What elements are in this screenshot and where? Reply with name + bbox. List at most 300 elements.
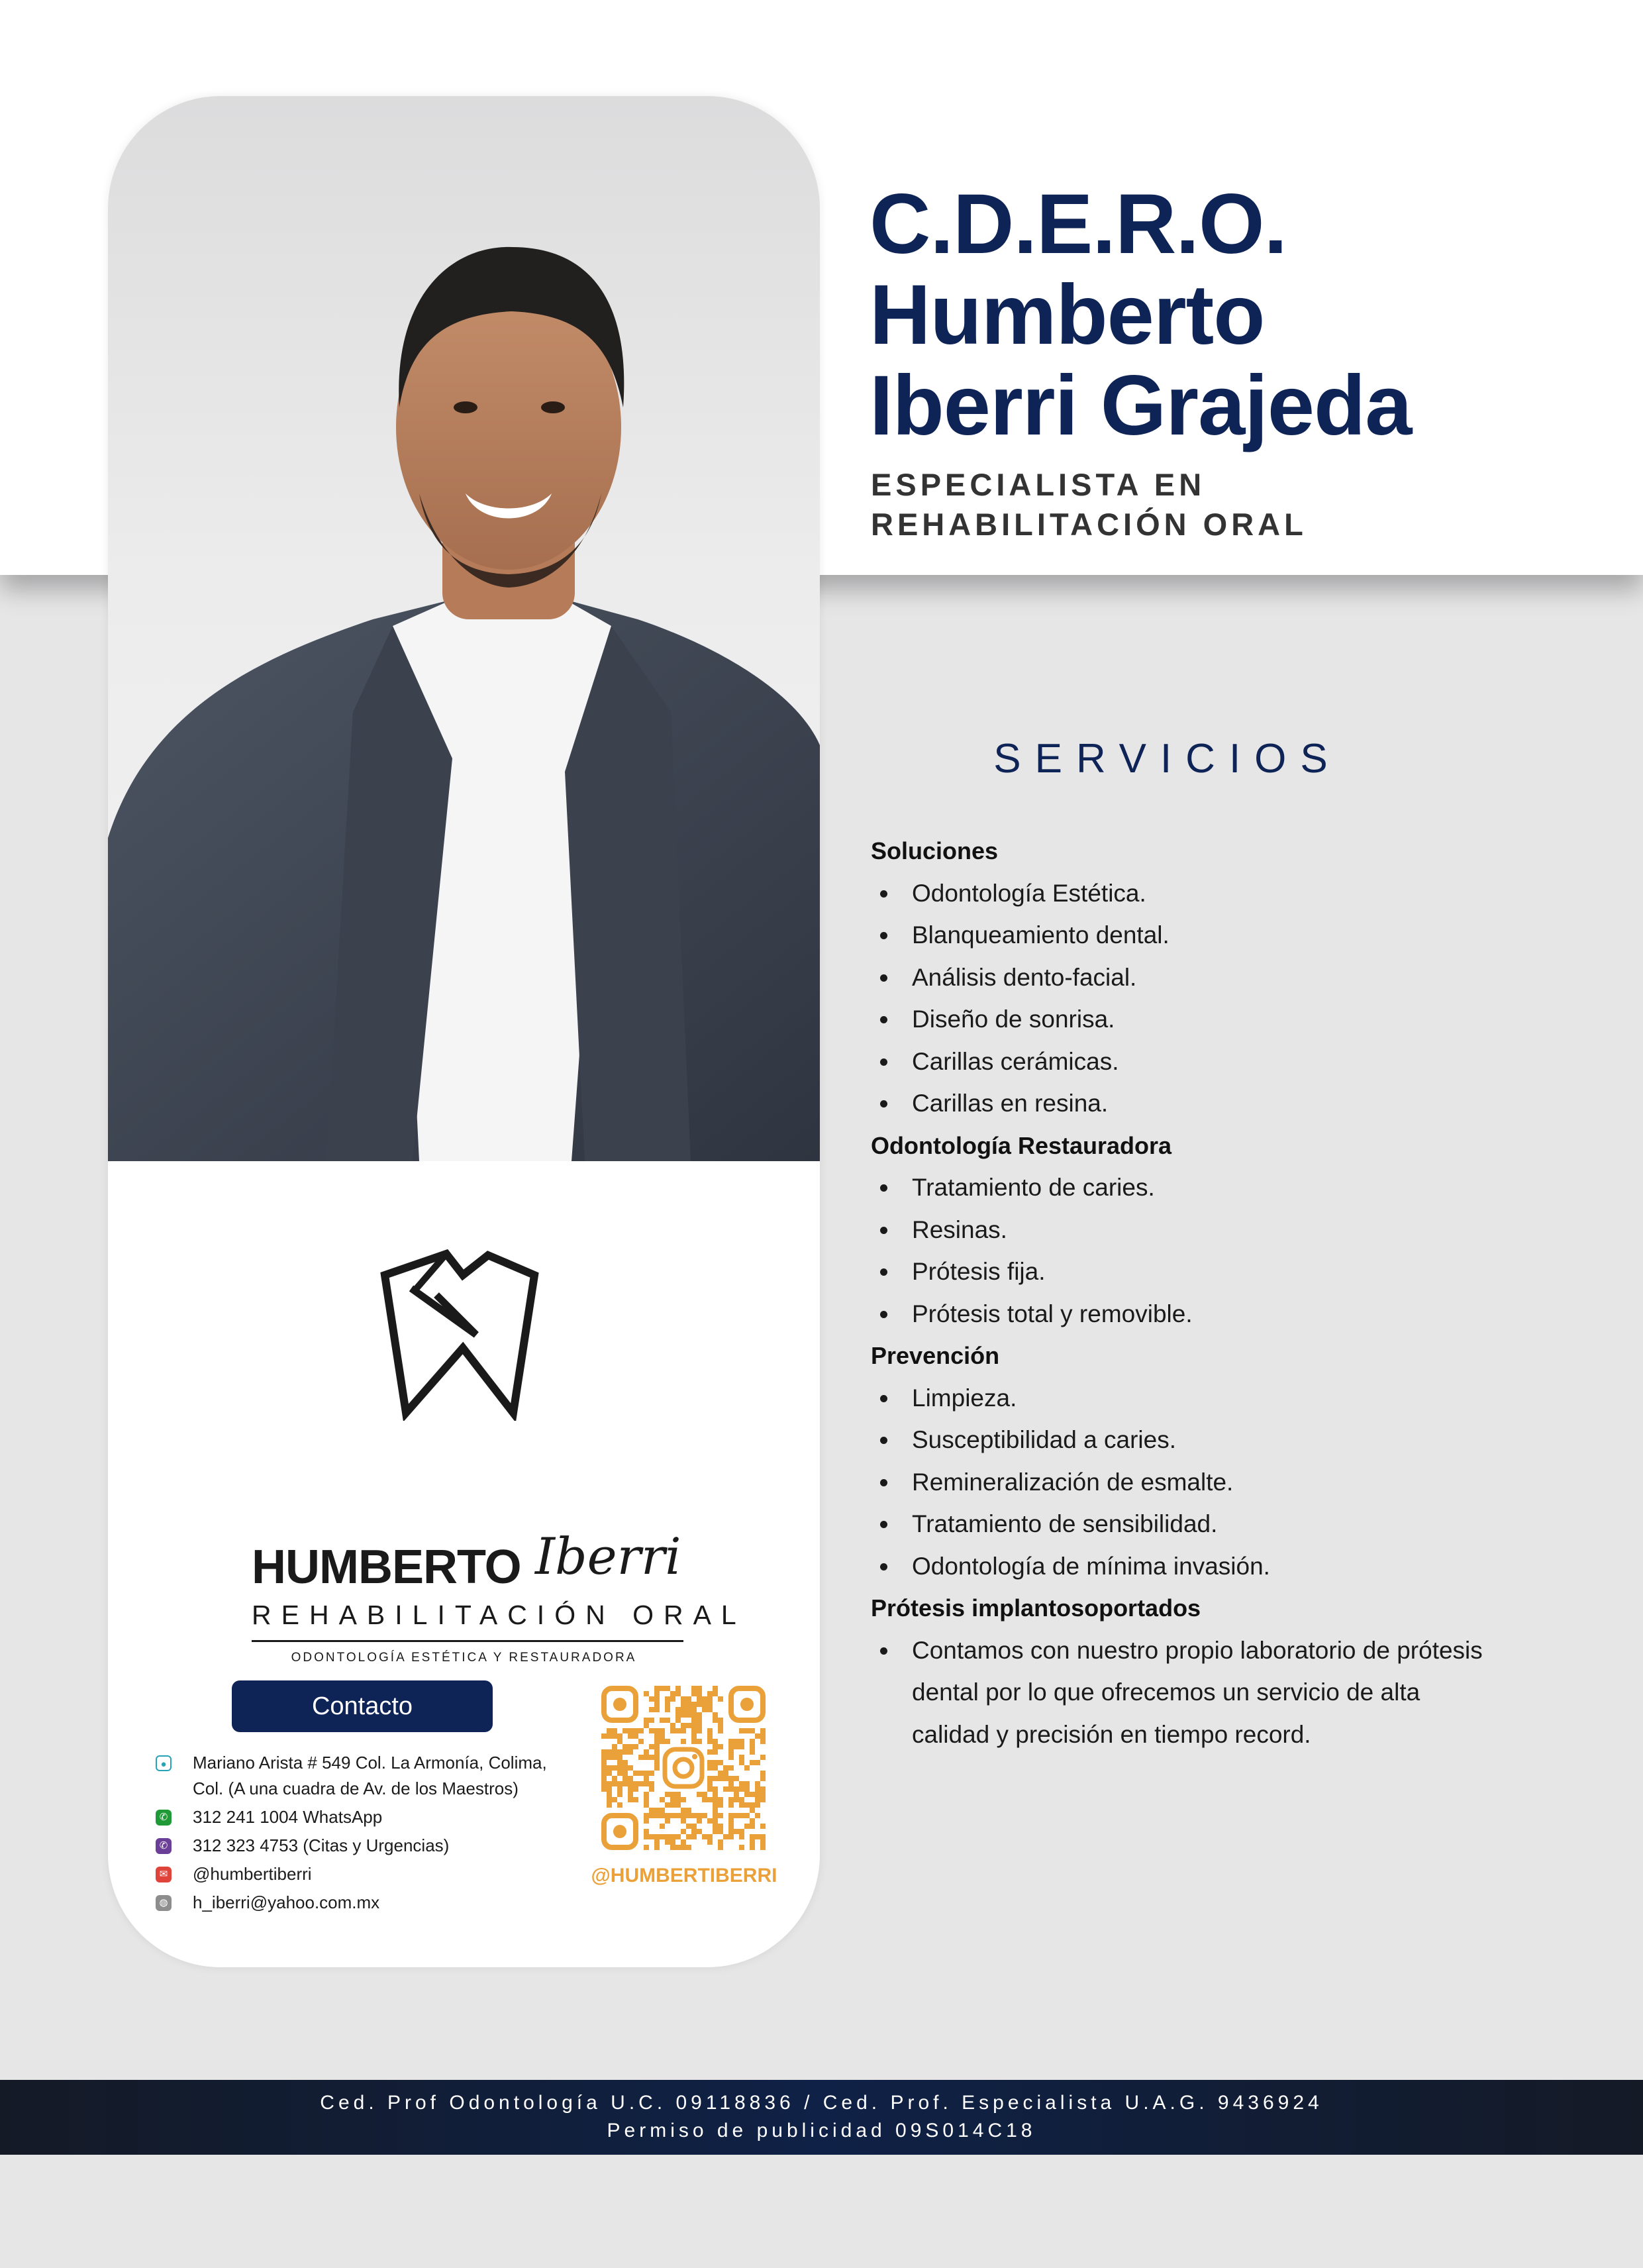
footer-line: Ced. Prof Odontología U.C. 09118836 / Ced. Prof. Especialista U.A.G. 9436924 (320, 2092, 1323, 2114)
qr-module (713, 1808, 718, 1813)
contact-email[interactable] (156, 1890, 579, 1916)
qr-module (713, 1765, 718, 1771)
qr-module (649, 1707, 654, 1712)
qr-module (691, 1829, 697, 1834)
qr-module (644, 1749, 649, 1755)
footer-credentials (0, 2080, 1643, 2155)
qr-module (622, 1749, 628, 1755)
qr-module (702, 1834, 707, 1839)
qr-module (670, 1797, 675, 1802)
qr-module (654, 1834, 660, 1839)
qr-module (649, 1755, 654, 1760)
qr-module (702, 1702, 707, 1707)
qr-module (750, 1744, 755, 1749)
qr-module (739, 1845, 744, 1850)
qr-module (713, 1829, 718, 1834)
service-item: Odontología de mínima invasión. (871, 1545, 1500, 1588)
qr-module (686, 1834, 691, 1839)
qr-module (750, 1728, 755, 1733)
subtitle-line: ESPECIALISTA EN (871, 467, 1206, 502)
qr-module (697, 1739, 702, 1744)
qr-module (728, 1802, 734, 1808)
qr-module (617, 1739, 622, 1744)
service-group-title: Soluciones (871, 837, 999, 864)
qr-module (686, 1845, 691, 1850)
qr-module (607, 1792, 612, 1797)
qr-module (713, 1718, 718, 1723)
qr-module (697, 1696, 702, 1702)
qr-module (760, 1733, 766, 1739)
qr-module (660, 1739, 665, 1744)
service-item: Tratamiento de sensibilidad. (871, 1503, 1500, 1545)
qr-module (760, 1771, 766, 1776)
qr-module (628, 1776, 633, 1781)
qr-module (750, 1845, 755, 1850)
qr-module (681, 1707, 686, 1712)
qr-module (760, 1797, 766, 1802)
qr-module (633, 1771, 638, 1776)
qr-module (654, 1813, 660, 1818)
qr-module (691, 1813, 697, 1818)
qr-module (713, 1818, 718, 1824)
qr-module (750, 1818, 755, 1824)
qr-module (713, 1691, 718, 1696)
qr-module (654, 1744, 660, 1749)
qr-module (644, 1813, 649, 1818)
qr-module (681, 1797, 686, 1802)
location-pin-icon: ● (156, 1755, 172, 1771)
qr-module (649, 1744, 654, 1749)
contact-email-text[interactable]: h_iberri@yahoo.com.mx (193, 1892, 380, 1912)
qr-module (718, 1728, 723, 1733)
qr-module (665, 1686, 670, 1691)
qr-module (660, 1824, 665, 1829)
qr-module (707, 1702, 713, 1707)
service-group-title: Prótesis implantosoportados (871, 1594, 1201, 1622)
qr-module (713, 1792, 718, 1797)
logo-subtitle: REHABILITACIÓN ORAL (252, 1600, 683, 1642)
qr-module (607, 1786, 612, 1792)
qr-module (697, 1792, 702, 1797)
qr-module (649, 1834, 654, 1839)
qr-module (697, 1691, 702, 1696)
service-item: Prótesis fija. (871, 1251, 1500, 1293)
qr-module (686, 1696, 691, 1702)
instagram-icon: ✉ (156, 1867, 172, 1882)
profile-card (108, 96, 820, 1967)
qr-module (702, 1797, 707, 1802)
qr-module (675, 1686, 681, 1691)
qr-module (702, 1813, 707, 1818)
tooth-logo-icon (377, 1249, 549, 1421)
qr-module (670, 1839, 675, 1845)
service-item: Carillas cerámicas. (871, 1041, 1500, 1083)
subtitle-line: REHABILITACIÓN ORAL (871, 507, 1307, 542)
qr-module (607, 1797, 612, 1802)
qr-module (654, 1691, 660, 1696)
qr-module (702, 1707, 707, 1712)
qr-module (728, 1824, 734, 1829)
service-item: Análisis dento-facial. (871, 956, 1500, 999)
service-group-title: Prevención (871, 1342, 1000, 1369)
qr-module (728, 1786, 734, 1792)
qr-module (665, 1818, 670, 1824)
qr-module (665, 1792, 670, 1797)
qr-module (628, 1786, 633, 1792)
service-item: Remineralización de esmalte. (871, 1461, 1500, 1504)
qr-module (728, 1829, 734, 1834)
qr-module (739, 1834, 744, 1839)
qr-module (718, 1718, 723, 1723)
qr-module (707, 1760, 713, 1765)
qr-module (622, 1781, 628, 1786)
qr-module (750, 1808, 755, 1813)
qr-module (675, 1707, 681, 1712)
qr-module (612, 1765, 617, 1771)
qr-module (633, 1733, 638, 1739)
qr-module (750, 1802, 755, 1808)
qr-module (660, 1686, 665, 1691)
qr-module (744, 1765, 750, 1771)
whatsapp-icon: ✆ (156, 1810, 172, 1826)
qr-module (691, 1691, 697, 1696)
qr-module (601, 1755, 607, 1760)
qr-module (681, 1813, 686, 1818)
qr-module (617, 1765, 622, 1771)
contact-whatsapp[interactable] (156, 1804, 579, 1830)
service-item: Susceptibilidad a caries. (871, 1419, 1500, 1461)
qr-module (713, 1824, 718, 1829)
service-item: Odontología Estética. (871, 872, 1500, 915)
qr-module (755, 1760, 760, 1765)
qr-module (691, 1702, 697, 1707)
qr-module (697, 1813, 702, 1818)
qr-module (675, 1728, 681, 1733)
service-item: Limpieza. (871, 1377, 1500, 1419)
qr-module (654, 1845, 660, 1850)
qr-module (760, 1786, 766, 1792)
contact-address (156, 1750, 579, 1802)
qr-module (718, 1776, 723, 1781)
qr-module (601, 1765, 607, 1771)
qr-module (622, 1776, 628, 1781)
qr-module (675, 1845, 681, 1850)
qr-finder-dot (613, 1825, 626, 1838)
qr-module (697, 1728, 702, 1733)
qr-module (617, 1755, 622, 1760)
qr-module (686, 1723, 691, 1728)
qr-module (713, 1686, 718, 1691)
qr-module (744, 1802, 750, 1808)
qr-module (713, 1802, 718, 1808)
qr-module (654, 1839, 660, 1845)
qr-module (728, 1776, 734, 1781)
qr-module (718, 1802, 723, 1808)
qr-module (675, 1834, 681, 1839)
qr-module (665, 1702, 670, 1707)
qr-module (744, 1813, 750, 1818)
qr-module (665, 1813, 670, 1818)
qr-module (760, 1739, 766, 1744)
qr-module (654, 1739, 660, 1744)
qr-module (707, 1781, 713, 1786)
qr-module (649, 1781, 654, 1786)
qr-module (734, 1786, 739, 1792)
qr-module (755, 1813, 760, 1818)
contact-list (156, 1750, 579, 1918)
qr-module (649, 1696, 654, 1702)
qr-module (638, 1739, 644, 1744)
qr-module (665, 1707, 670, 1712)
qr-module (713, 1776, 718, 1781)
qr-module (750, 1760, 755, 1765)
qr-finder-dot (613, 1698, 626, 1711)
qr-module (633, 1728, 638, 1733)
logo-tagline: ODONTOLOGÍA ESTÉTICA Y RESTAURADORA (291, 1651, 637, 1665)
qr-module (734, 1813, 739, 1818)
qr-module (660, 1813, 665, 1818)
qr-module (670, 1728, 675, 1733)
qr-module (601, 1733, 607, 1739)
qr-module (686, 1808, 691, 1813)
qr-module (660, 1718, 665, 1723)
qr-module (691, 1739, 697, 1744)
qr-module (622, 1728, 628, 1733)
qr-module (755, 1733, 760, 1739)
qr-module (607, 1765, 612, 1771)
qr-module (707, 1834, 713, 1839)
qr-module (660, 1808, 665, 1813)
qr-module (601, 1786, 607, 1792)
qr-module (607, 1733, 612, 1739)
qr-module (612, 1733, 617, 1739)
qr-module (681, 1818, 686, 1824)
qr-module (691, 1718, 697, 1723)
qr-module (617, 1792, 622, 1797)
qr-module (739, 1797, 744, 1802)
qr-module (723, 1765, 728, 1771)
qr-module (739, 1744, 744, 1749)
footer-line: Permiso de publicidad 09S014C18 (607, 2120, 1036, 2141)
qr-module (728, 1813, 734, 1818)
qr-module (681, 1728, 686, 1733)
qr-module (728, 1744, 734, 1749)
qr-module (713, 1797, 718, 1802)
qr-module (617, 1749, 622, 1755)
qr-module (654, 1808, 660, 1813)
qr-module (649, 1813, 654, 1818)
instagram-qr-code[interactable] (601, 1686, 766, 1850)
qr-module (718, 1839, 723, 1845)
title-line: Iberri Grajeda (870, 358, 1412, 453)
qr-module (654, 1733, 660, 1739)
service-item: Prótesis total y removible. (871, 1293, 1500, 1335)
qr-module (728, 1739, 734, 1744)
qr-module (644, 1845, 649, 1850)
qr-module (665, 1718, 670, 1723)
qr-module (633, 1744, 638, 1749)
qr-module (681, 1696, 686, 1702)
qr-module (675, 1797, 681, 1802)
qr-module (691, 1728, 697, 1733)
qr-module (718, 1797, 723, 1802)
qr-module (633, 1781, 638, 1786)
qr-module (649, 1808, 654, 1813)
qr-module (750, 1749, 755, 1755)
qr-module (744, 1786, 750, 1792)
qr-module (644, 1691, 649, 1696)
phone-icon: ✆ (156, 1838, 172, 1854)
qr-module (628, 1792, 633, 1797)
qr-module (681, 1845, 686, 1850)
qr-module (649, 1771, 654, 1776)
qr-module (713, 1739, 718, 1744)
service-item: Resinas. (871, 1209, 1500, 1251)
qr-module (707, 1733, 713, 1739)
qr-module (633, 1797, 638, 1802)
qr-module (739, 1728, 744, 1733)
qr-module (755, 1834, 760, 1839)
qr-module (628, 1765, 633, 1771)
service-item: Contamos con nuestro propio laboratorio de prótesis dental por lo que ofrecemos un servicio de alta calidad y precisión en tiempo record. (871, 1629, 1500, 1756)
qr-module (744, 1728, 750, 1733)
contact-phone-text[interactable]: 312 323 4753 (Citas y Urgencias) (193, 1835, 450, 1855)
qr-module (734, 1744, 739, 1749)
service-item: Diseño de sonrisa. (871, 998, 1500, 1041)
qr-module (718, 1845, 723, 1850)
service-item: Tratamiento de caries. (871, 1166, 1500, 1209)
qr-module (654, 1765, 660, 1771)
qr-module (622, 1765, 628, 1771)
qr-module (612, 1776, 617, 1781)
page-title (870, 179, 1411, 451)
qr-module (734, 1792, 739, 1797)
qr-module (739, 1739, 744, 1744)
qr-module (607, 1781, 612, 1786)
qr-module (660, 1834, 665, 1839)
qr-module (675, 1802, 681, 1808)
page-subtitle (871, 465, 1307, 544)
qr-module (638, 1728, 644, 1733)
qr-module (728, 1749, 734, 1755)
qr-module (691, 1824, 697, 1829)
qr-module (713, 1744, 718, 1749)
contact-instagram[interactable] (156, 1861, 579, 1887)
qr-module (675, 1718, 681, 1723)
qr-module (728, 1781, 734, 1786)
qr-module (739, 1755, 744, 1760)
qr-module (675, 1792, 681, 1797)
qr-module (612, 1781, 617, 1786)
title-line: Humberto (870, 268, 1265, 362)
qr-module (670, 1845, 675, 1850)
qr-module (675, 1691, 681, 1696)
qr-module (686, 1813, 691, 1818)
qr-module (697, 1686, 702, 1691)
qr-module (718, 1696, 723, 1702)
services-heading: SERVICIOS (993, 736, 1342, 782)
logo-script-name: Iberri (535, 1527, 681, 1586)
qr-module (707, 1707, 713, 1712)
qr-module (723, 1786, 728, 1792)
qr-module (755, 1792, 760, 1797)
qr-module (675, 1712, 681, 1718)
qr-module (760, 1792, 766, 1797)
qr-module (686, 1702, 691, 1707)
qr-module (681, 1739, 686, 1744)
qr-module (718, 1760, 723, 1765)
qr-module (723, 1771, 728, 1776)
qr-module (601, 1771, 607, 1776)
qr-module (713, 1712, 718, 1718)
contact-whatsapp-text[interactable]: 312 241 1004 WhatsApp (193, 1807, 383, 1827)
qr-finder-dot (740, 1698, 754, 1711)
qr-module (654, 1755, 660, 1760)
qr-module (654, 1686, 660, 1691)
qr-module (691, 1707, 697, 1712)
qr-module (728, 1755, 734, 1760)
contact-button[interactable]: Contacto (232, 1680, 493, 1732)
qr-module (739, 1786, 744, 1792)
title-line: C.D.E.R.O. (870, 177, 1287, 272)
contact-instagram-text[interactable]: @humbertiberri (193, 1864, 312, 1884)
qr-module (670, 1802, 675, 1808)
qr-module (691, 1733, 697, 1739)
qr-module (702, 1792, 707, 1797)
qr-module (617, 1760, 622, 1765)
doctor-photo (108, 96, 820, 1161)
qr-module (750, 1824, 755, 1829)
qr-module (744, 1824, 750, 1829)
contact-address-text: Mariano Arista # 549 Col. La Armonía, Colima, Col. (A una cuadra de Av. de los Maestros) (193, 1753, 547, 1798)
qr-module (644, 1781, 649, 1786)
qr-module (707, 1818, 713, 1824)
qr-module (644, 1792, 649, 1797)
qr-module (739, 1760, 744, 1765)
qr-module (739, 1829, 744, 1834)
qr-module (750, 1739, 755, 1744)
qr-module (750, 1792, 755, 1797)
qr-module (622, 1744, 628, 1749)
qr-module (760, 1728, 766, 1733)
globe-icon: ◍ (156, 1895, 172, 1911)
qr-module (617, 1733, 622, 1739)
qr-module (760, 1845, 766, 1850)
qr-module (728, 1818, 734, 1824)
qr-module (697, 1818, 702, 1824)
contact-phone[interactable] (156, 1833, 579, 1859)
qr-module (644, 1776, 649, 1781)
qr-module (697, 1718, 702, 1723)
qr-module (739, 1781, 744, 1786)
qr-module (686, 1824, 691, 1829)
qr-module (665, 1696, 670, 1702)
qr-module (665, 1839, 670, 1845)
qr-module (670, 1792, 675, 1797)
qr-module (612, 1728, 617, 1733)
qr-module (718, 1824, 723, 1829)
qr-module (734, 1739, 739, 1744)
qr-module (697, 1702, 702, 1707)
qr-module (644, 1818, 649, 1824)
qr-module (728, 1834, 734, 1839)
qr-module (612, 1755, 617, 1760)
qr-module (734, 1829, 739, 1834)
qr-module (713, 1786, 718, 1792)
qr-module (734, 1797, 739, 1802)
qr-module (601, 1749, 607, 1755)
qr-module (628, 1749, 633, 1755)
